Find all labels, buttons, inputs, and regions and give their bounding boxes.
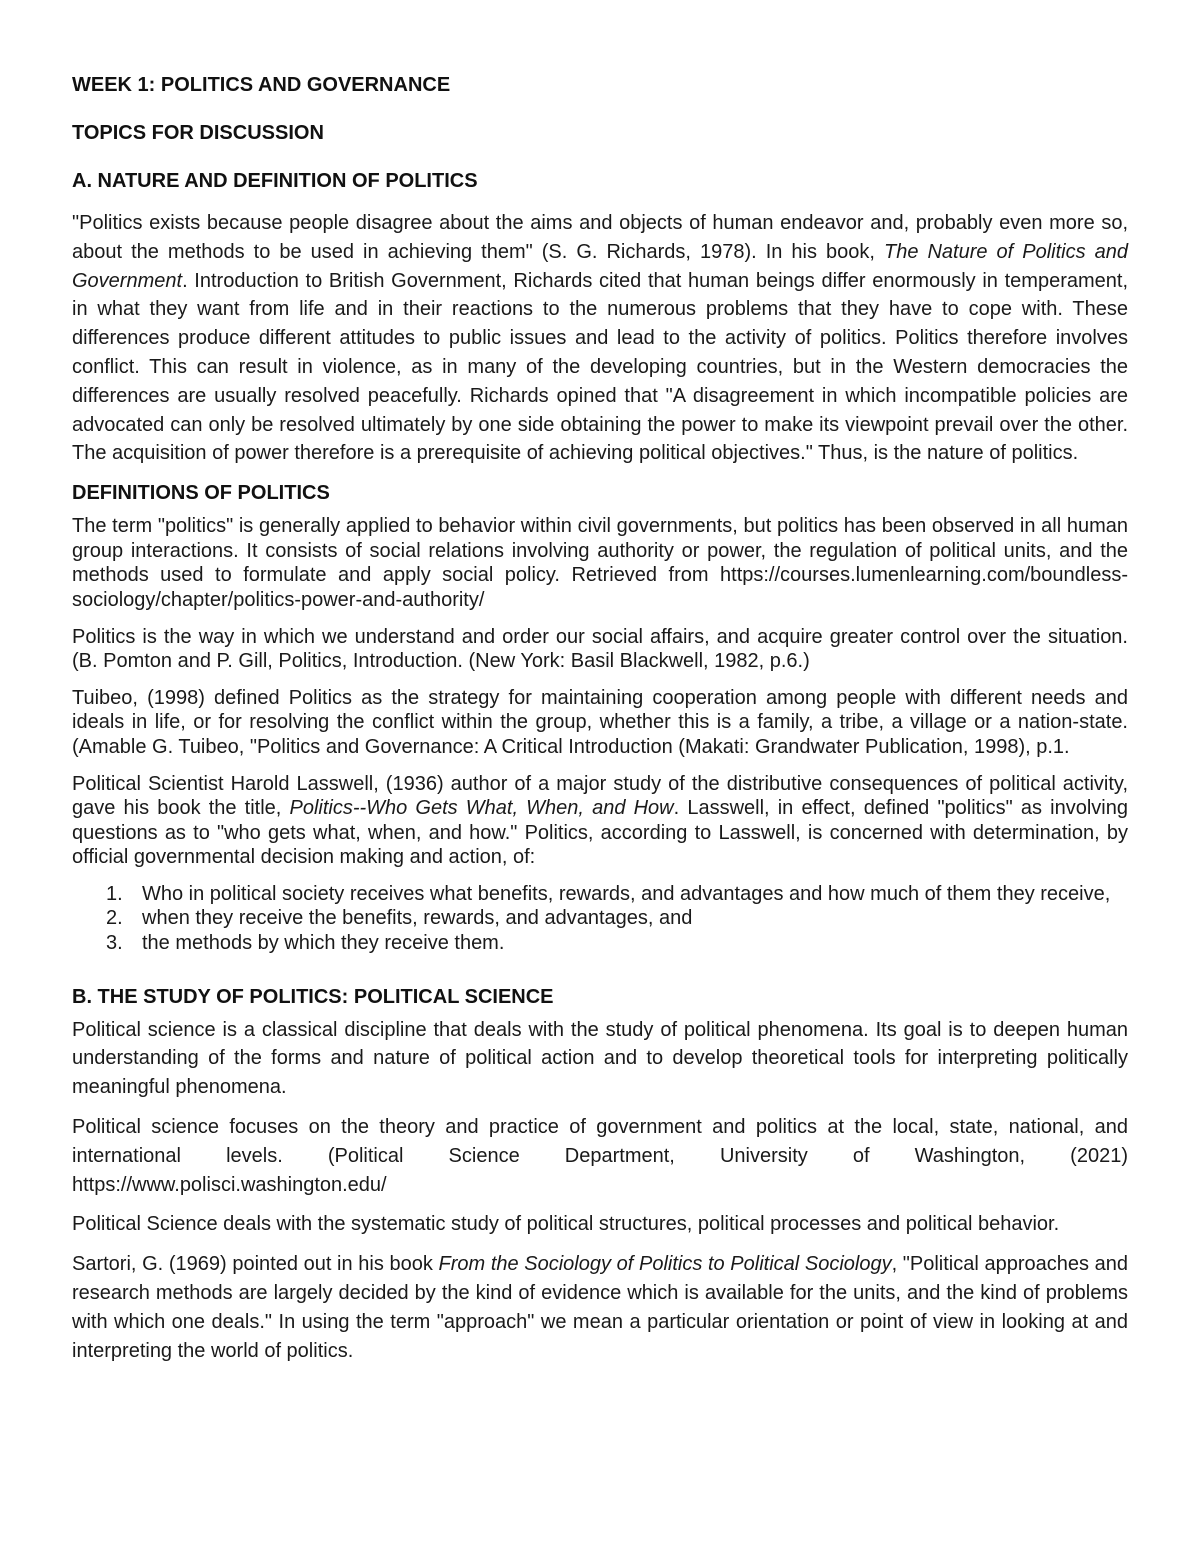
- definitions-heading: DEFINITIONS OF POLITICS: [72, 482, 330, 505]
- paragraph-text: "Politics exists because people disagree about the aims and objects of human endeavor and, probably even more so, about the methods to be used in achieving them" (S. G. Richards, 1978). In his book,: [72, 212, 1128, 263]
- list-item: [72, 931, 1128, 956]
- list-number: 1.: [106, 882, 123, 905]
- book-title: The Nature of Politics and Government: [72, 240, 1128, 292]
- document-page: [72, 72, 1128, 1365]
- section-b-heading: B. THE STUDY OF POLITICS: POLITICAL SCIENCE: [72, 985, 554, 1008]
- list-item: [72, 906, 1128, 931]
- lasswell-list: [72, 882, 1128, 956]
- document-title: WEEK 1: POLITICS AND GOVERNANCE: [72, 74, 451, 96]
- paragraph-text: Political Scientist Harold Lasswell, (1936) author of a major study of the distributive consequences of political activity, gave his book the title,: [72, 772, 1128, 820]
- sartori-paragraph: [72, 1250, 1128, 1365]
- list-number: 3.: [106, 932, 123, 955]
- definition-paragraph-1: The term "politics" is generally applied to behavior within civil governments, but politics has been observed in all human group interactions. It consists of social relations involving authority or power, the regulation of political units, and the methods used to formulate and apply social policy. Retrieved from https://courses.lumenlearning.com/boundless-sociology/chapter/politics-power-and-authority/: [72, 515, 1128, 611]
- nature-of-politics-paragraph: [72, 209, 1128, 468]
- topics-heading: TOPICS FOR DISCUSSION: [72, 122, 324, 144]
- paragraph-text: Sartori, G. (1969) pointed out in his book: [72, 1253, 439, 1276]
- paragraph-text: . Introduction to British Government, Richards cited that human beings differ enormously in temperament, in what they want from life and in their reactions to the numerous problems that they have to cope with. These differences produce different attitudes to public issues and lead to the activity of politics. Politics therefore involves conflict. This can result in violence, as in many of the developing countries, but in the Western democracies the differences are usually resolved peacefully. Richards opined that "A disagreement in which incompatible policies are advocated can only be resolved ultimately by one side obtaining the power to make its viewpoint prevail over the other. The acquisition of power therefore is a prerequisite of achieving political objectives." Thus, is the nature of politics.: [72, 269, 1128, 465]
- definition-paragraph-2: Politics is the way in which we understand and order our social affairs, and acquire greater control over the situation. (B. Pomton and P. Gill, Politics, Introduction. (New York: Basil Blackwell, 1982, p.6.): [72, 625, 1128, 673]
- political-science-paragraph-1: Political science is a classical discipline that deals with the study of political phenomena. Its goal is to deepen human understanding of the forms and nature of political action and to develop theoretical tools for interpreting politically meaningful phenomena.: [72, 1018, 1128, 1099]
- book-title: From the Sociology of Politics to Political Sociology: [438, 1253, 892, 1276]
- list-item-text: Who in political society receives what benefits, rewards, and advantages and how much of them they receive,: [142, 882, 1111, 905]
- book-title: Politics--Who Gets What, When, and How: [289, 797, 674, 820]
- definition-paragraph-3: Tuibeo, (1998) defined Politics as the strategy for maintaining cooperation among people with different needs and ideals in life, or for resolving the conflict within the group, whether this is a family, a tribe, a village or a nation-state. (Amable G. Tuibeo, "Politics and Governance: A Critical Introduction (Makati: Grandwater Publication, 1998), p.1.: [72, 686, 1128, 758]
- lasswell-paragraph: [72, 772, 1128, 870]
- section-a-heading: A. NATURE AND DEFINITION OF POLITICS: [72, 170, 478, 192]
- list-item-text: the methods by which they receive them.: [142, 932, 505, 955]
- political-science-paragraph-3: Political Science deals with the systematic study of political structures, political processes and political behavior.: [72, 1213, 1060, 1236]
- list-number: 2.: [106, 907, 123, 930]
- paragraph-text: , "Political approaches and research methods are largely decided by the kind of evidence which is available for the units, and the kind of problems with which one deals." In using the term "approach" we mean a particular orientation or point of view in looking at and interpreting the world of politics.: [72, 1253, 1129, 1362]
- list-item: [72, 882, 1128, 907]
- paragraph-text: . Lasswell, in effect, defined "politics" as involving questions as to "who gets what, when, and how." Politics, according to Lasswell, is concerned with determination, by official governmental decision making and action, of:: [72, 797, 1128, 869]
- political-science-paragraph-2: Political science focuses on the theory and practice of government and politics at the local, state, national, and international levels. (Political Science Department, University of Washington, (2021) https://www.polisci.washington.edu/: [72, 1116, 1128, 1196]
- list-item-text: when they receive the benefits, rewards, and advantages, and: [142, 907, 693, 930]
